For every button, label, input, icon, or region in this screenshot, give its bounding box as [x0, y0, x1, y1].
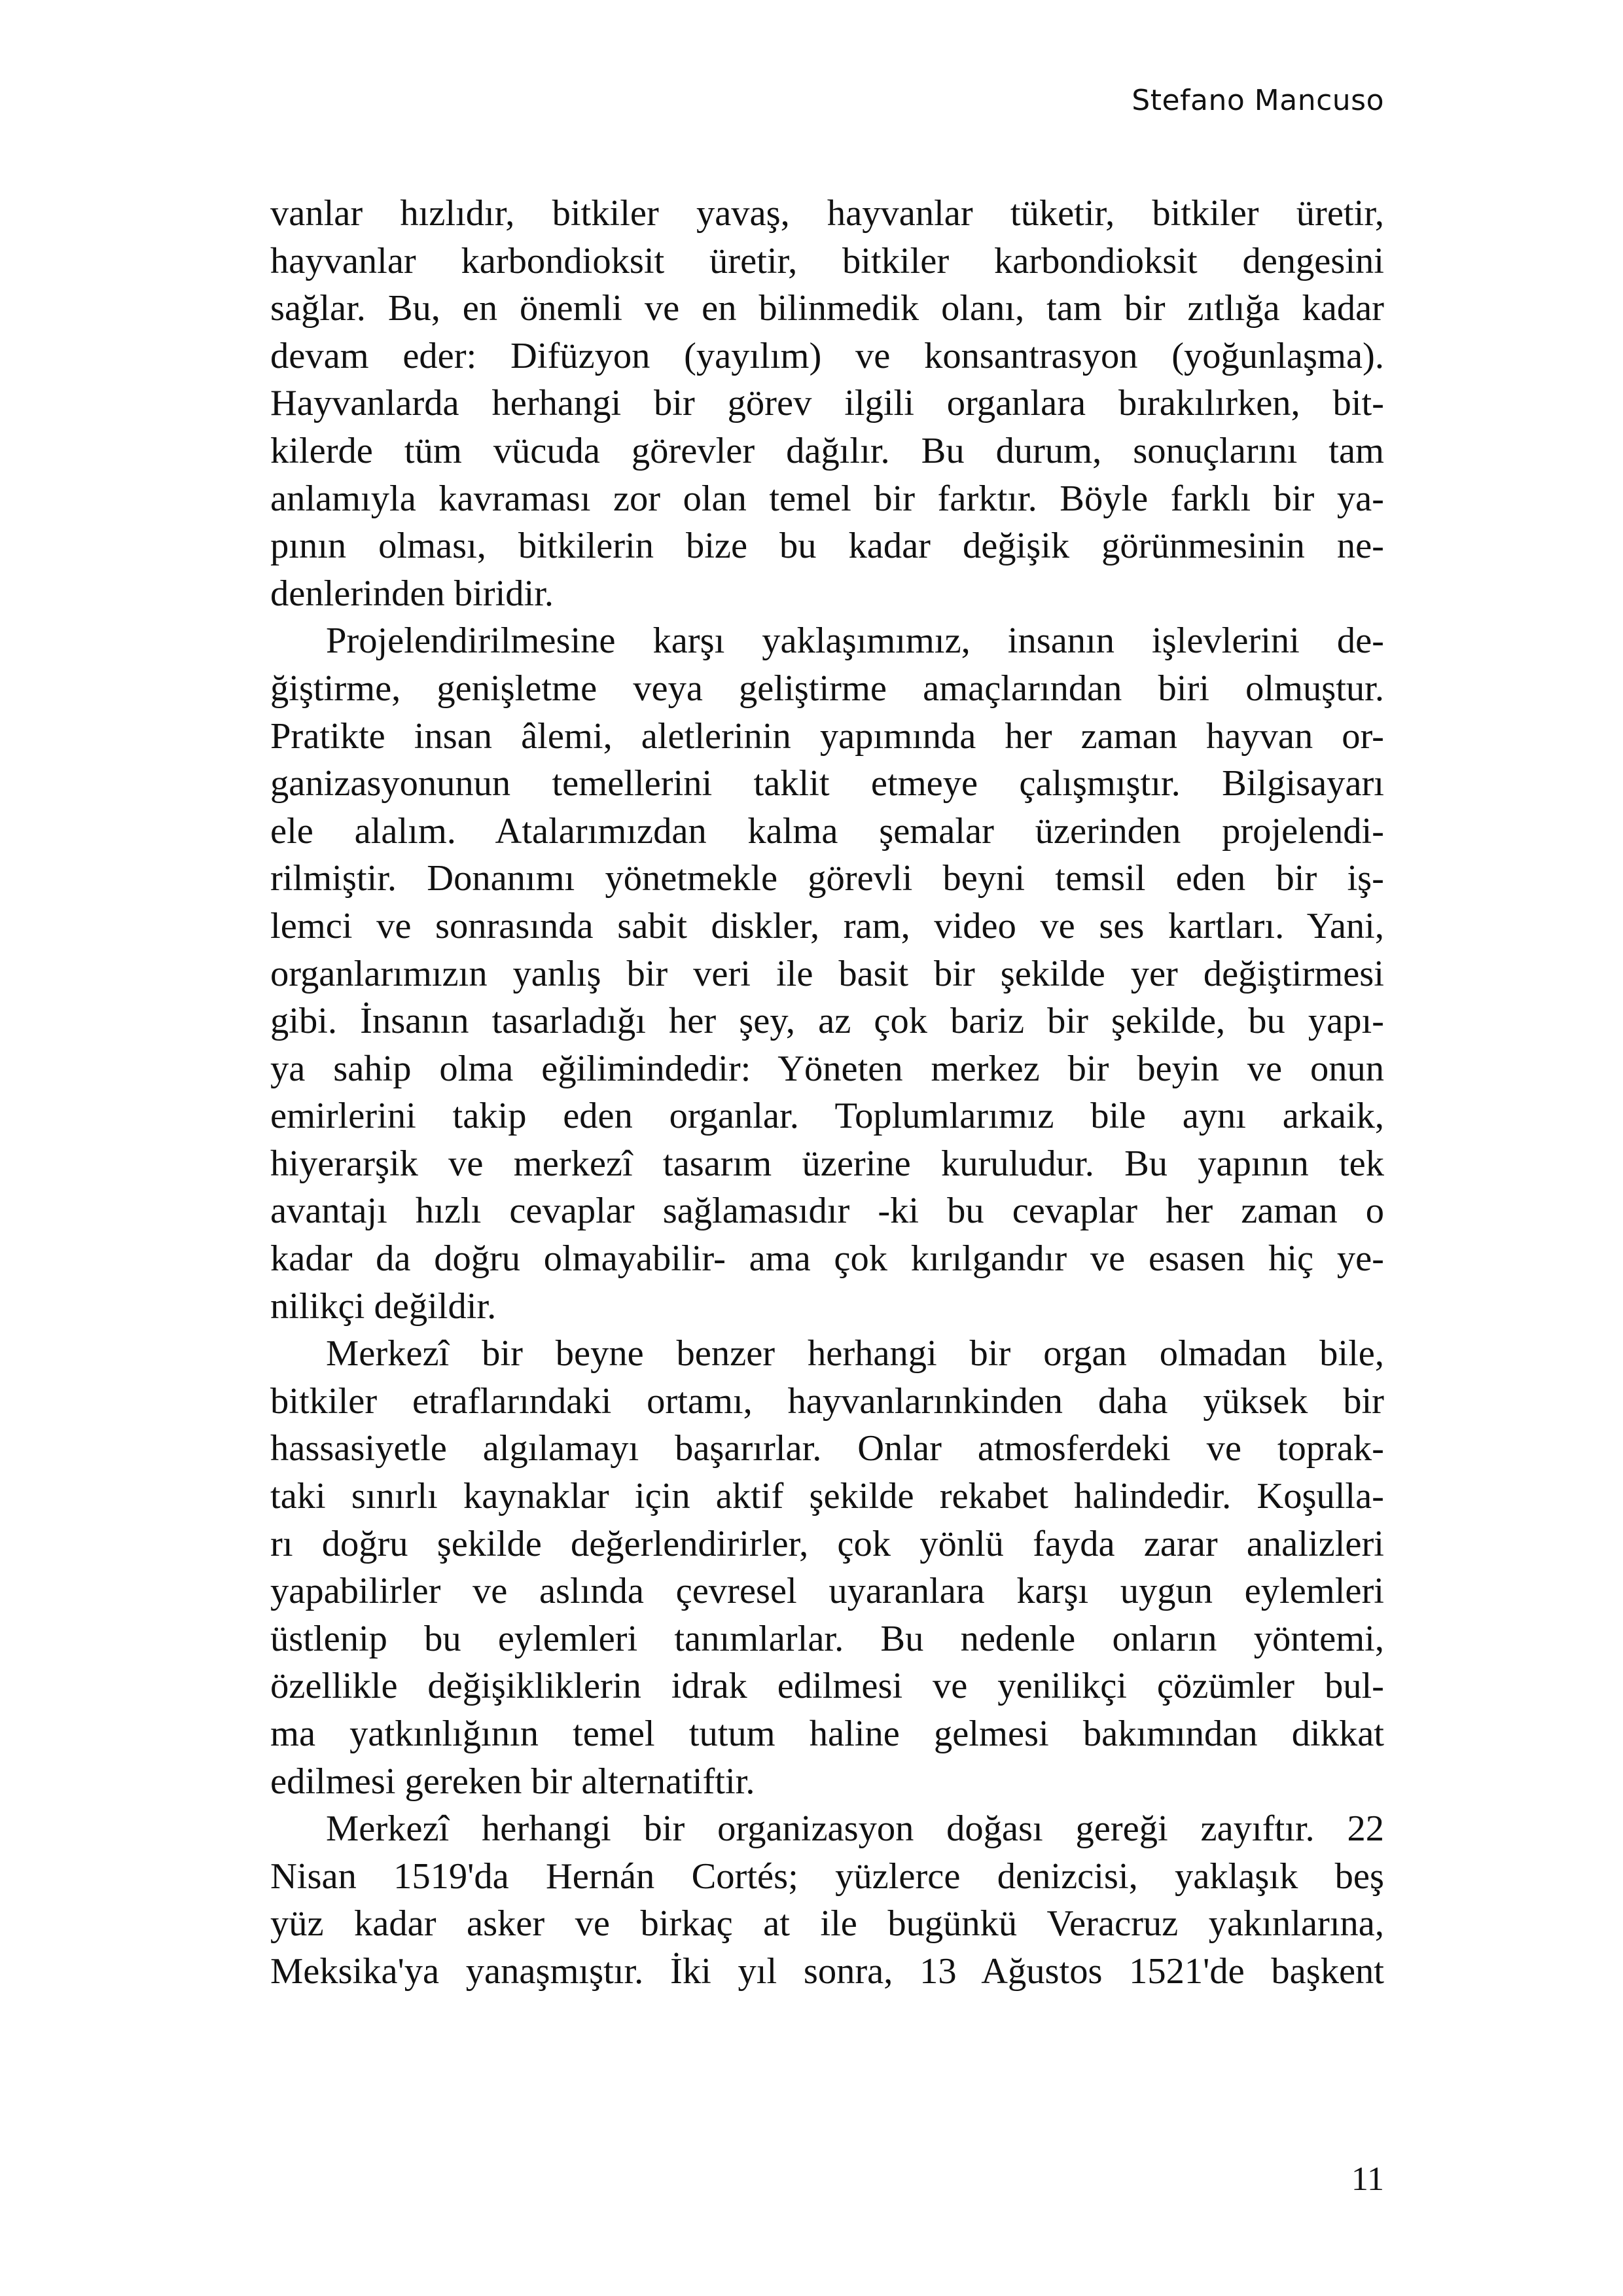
text-line: Hayvanlarda herhangi bir görev ilgili organlara bırakılırken, bit- [270, 383, 1384, 424]
body-text [270, 190, 1384, 1996]
text-line: kilerde tüm vücuda görevler dağılır. Bu durum, sonuçlarını tam [270, 430, 1384, 471]
text-line: gibi. İnsanın tasarladığı her şey, az çok bariz bir şekilde, bu yapı- [270, 1001, 1384, 1042]
text-line: özellikle değişikliklerin idrak edilmesi ve yenilikçi çözümler bul- [270, 1666, 1384, 1707]
page-number: 11 [1351, 2161, 1384, 2198]
text-line: kadar da doğru olmayabilir- ama çok kırılgandır ve esasen hiç ye- [270, 1238, 1384, 1280]
text-line: hassasiyetle algılamayı başarırlar. Onlar atmosferdeki ve toprak- [270, 1428, 1384, 1469]
text-line: lemci ve sonrasında sabit diskler, ram, video ve ses kartları. Yani, [270, 905, 1384, 946]
text-line: avantajı hızlı cevaplar sağlamasıdır -ki bu cevaplar her zaman o [270, 1191, 1384, 1232]
paragraph-3 [270, 1330, 1384, 1805]
text-line: denlerinden biridir. [270, 573, 554, 614]
text-line: devam eder: Difüzyon (yayılım) ve konsantrasyon (yoğunlaşma). [270, 335, 1384, 376]
text-line: ğiştirme, genişletme veya geliştirme amaçlarından biri olmuştur. [270, 668, 1384, 709]
text-line: edilmesi gereken bir alternatiftir. [270, 1761, 755, 1802]
text-line: ganizasyonunun temellerini taklit etmeye çalışmıştır. Bilgisayarı [270, 763, 1384, 804]
text-line: ma yatkınlığının temel tutum haline gelmesi bakımından dikkat [270, 1713, 1384, 1754]
paragraph-1 [270, 190, 1384, 617]
text-line: Pratikte insan âlemi, aletlerinin yapımında her zaman hayvan or- [270, 715, 1384, 757]
text-line: ele alalım. Atalarımızdan kalma şemalar üzerinden projelendi- [270, 810, 1384, 852]
text-line: anlamıyla kavraması zor olan temel bir farktır. Böyle farklı bir ya- [270, 478, 1384, 519]
text-line: taki sınırlı kaynaklar için aktif şekilde rekabet halindedir. Koşulla- [270, 1476, 1384, 1517]
text-line: yüz kadar asker ve birkaç at ile bugünkü Veracruz yakınlarına, [270, 1903, 1384, 1945]
text-line: emirlerini takip eden organlar. Toplumlarımız bile aynı arkaik, [270, 1096, 1384, 1137]
text-line: organlarımızın yanlış bir veri ile basit bir şekilde yer değiştirmesi [270, 953, 1384, 994]
text-line: yapabilirler ve aslında çevresel uyaranlara karşı uygun eylemleri [270, 1571, 1384, 1612]
text-line: Merkezî herhangi bir organizasyon doğası gereği zayıftır. 22 [326, 1808, 1384, 1850]
text-line: Meksika'ya yanaşmıştır. İki yıl sonra, 13 Ağustos 1521'de başkent [270, 1950, 1384, 1992]
text-line: Projelendirilmesine karşı yaklaşımımız, insanın işlevlerini de- [326, 620, 1384, 662]
text-line: rı doğru şekilde değerlendirirler, çok yönlü fayda zarar analizleri [270, 1523, 1384, 1564]
text-line: ya sahip olma eğilimindedir: Yöneten merkez bir beyin ve onun [270, 1048, 1384, 1089]
text-line: rilmiştir. Donanımı yönetmekle görevli beyni temsil eden bir iş- [270, 858, 1384, 899]
running-head-author: Stefano Mancuso [1132, 84, 1384, 117]
text-line: hayvanlar karbondioksit üretir, bitkiler karbondioksit dengesini [270, 240, 1384, 281]
text-line: pının olması, bitkilerin bize bu kadar değişik görünmesinin ne- [270, 526, 1384, 567]
text-line: nilikçi değildir. [270, 1285, 497, 1327]
text-line: bitkiler etraflarındaki ortamı, hayvanlarınkinden daha yüksek bir [270, 1380, 1384, 1422]
text-line: sağlar. Bu, en önemli ve en bilinmedik olanı, tam bir zıtlığa kadar [270, 288, 1384, 329]
text-line: hiyerarşik ve merkezî tasarım üzerine kuruludur. Bu yapının tek [270, 1143, 1384, 1184]
text-line: Nisan 1519'da Hernán Cortés; yüzlerce denizcisi, yaklaşık beş [270, 1856, 1384, 1897]
paragraph-4 [270, 1805, 1384, 1995]
text-line: üstlenip bu eylemleri tanımlarlar. Bu nedenle onların yöntemi, [270, 1618, 1384, 1659]
text-line: vanlar hızlıdır, bitkiler yavaş, hayvanlar tüketir, bitkiler üretir, [270, 193, 1384, 234]
paragraph-2 [270, 617, 1384, 1330]
text-line: Merkezî bir beyne benzer herhangi bir organ olmadan bile, [326, 1333, 1384, 1374]
